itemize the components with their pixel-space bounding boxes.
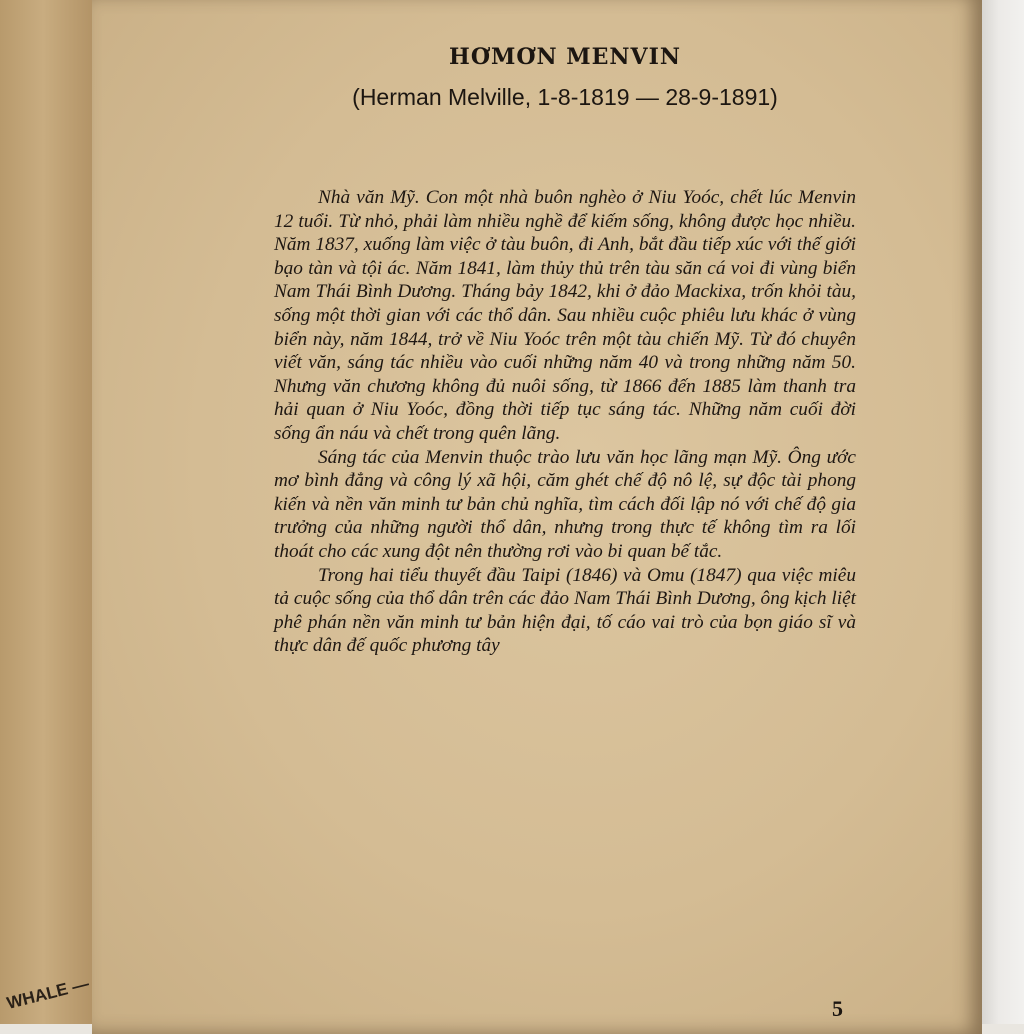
background-surface (982, 0, 1024, 1024)
paragraph-1: Nhà văn Mỹ. Con một nhà buôn nghèo ở Niu Yoóc, chết lúc Menvin 12 tuổi. Từ nhỏ, phải làm nhiều nghề để kiếm sống, không được học nhiều. Năm 1837, xuống làm việc ở tàu buôn, đi Anh, bắt đầu tiếp xúc với thế giới bạo tàn và tội ác. Năm 1841, làm thủy thủ trên tàu săn cá voi đi vùng biển Nam Thái Bình Dương. Tháng bảy 1842, khi ở đảo Mackixa, trốn khỏi tàu, sống một thời gian với các thổ dân. Sau nhiều cuộc phiêu lưu khác ở vùng biển này, năm 1844, trở về Niu Yoóc trên một tàu chiến Mỹ. Từ đó chuyên viết văn, sáng tác nhiều vào cuối những năm 40 và trong những năm 50. Nhưng văn chương không đủ nuôi sống, từ 1866 đến 1885 làm thanh tra hải quan ở Niu Yoóc, đồng thời tiếp tục sáng tác. Những năm cuối đời sống ẩn náu và chết trong quên lãng. (274, 187, 856, 444)
paragraph-3: Trong hai tiểu thuyết đầu Taipi (1846) và Omu (1847) qua việc miêu tả cuộc sống của thổ dân trên các đảo Nam Thái Bình Dương, ông kịch liệt phê phán nền văn minh tư bản hiện đại, tố cáo vai trò của bọn giáo sĩ và thực dân đế quốc phương tây (274, 564, 856, 657)
paragraph-2: Sáng tác của Menvin thuộc trào lưu văn học lãng mạn Mỹ. Ông ước mơ bình đẳng và công lý xã hội, căm ghét chế độ nô lệ, sự độc tài phong kiến và nền văn minh tư bản chủ nghĩa, tìm cách đối lập nó với chế độ gia trưởng của những người thổ dân, nhưng trong thực tế không tìm ra lối thoát cho các xung đột nên thường rơi vào bi quan bế tắc. (274, 446, 856, 562)
page-title: HƠMƠN MENVIN (449, 44, 681, 70)
left-page-edge-word: WHALE — (4, 974, 91, 1013)
page-body (274, 186, 856, 658)
page-number: 5 (832, 996, 843, 1021)
page-subtitle: (Herman Melville, 1-8-1819 — 28-9-1891) (352, 84, 778, 110)
